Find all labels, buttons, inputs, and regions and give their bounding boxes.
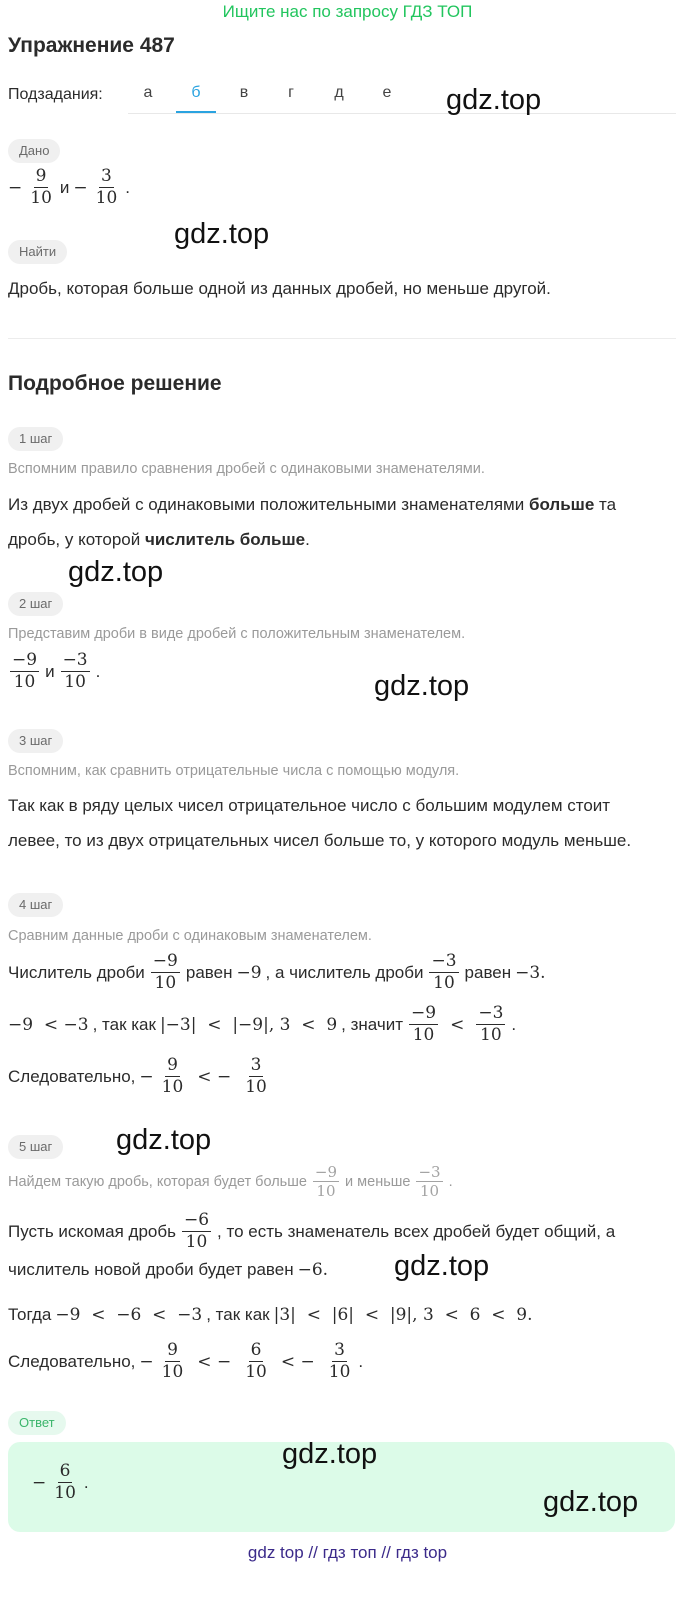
given-expression <box>8 166 130 209</box>
step-4-fraction-b: $\frac{-3}{10}$ <box>431 951 457 993</box>
tab-d[interactable]: д <box>334 84 344 101</box>
step-2-fraction-1: $\frac{-9}{10}$ <box>12 650 38 692</box>
footer-links[interactable]: gdz top // гдз топ // гдз top <box>247 1543 448 1562</box>
page-title: Упражнение 487 <box>8 34 175 57</box>
step-4-hint: Сравним данные дроби с одинаковым знаменателем. <box>8 928 372 944</box>
step-4-chip: 4 шаг <box>8 893 63 917</box>
watermark: gdz.top <box>174 218 270 250</box>
step-4-fraction-a: $\frac{-9}{10}$ <box>152 951 178 993</box>
step-4-line-3: Следовательно, − $\frac{9}{10}$ < − $\frac{3}{10}$ <box>8 1055 267 1097</box>
answer-expression: − $\frac{6}{10}$ . <box>32 1461 89 1503</box>
step-5-line-1: Пусть искомая дробь $\frac{-6}{10}$ , то есть знаменатель всех дробей будет общий, а <box>8 1210 616 1252</box>
step-5-hint-fraction-1: $\frac{-9}{10}$ <box>314 1163 338 1200</box>
step-5-fraction-x: $\frac{-6}{10}$ <box>183 1210 210 1252</box>
search-banner[interactable]: Ищите нас по запросу ГДЗ ТОП <box>222 2 473 21</box>
step-4-fraction-d: $\frac{-3}{10}$ <box>478 1003 504 1045</box>
step-1-chip: 1 шаг <box>8 427 63 451</box>
tab-b[interactable]: б <box>176 84 216 113</box>
watermark: gdz.top <box>543 1486 639 1518</box>
solution-title: Подробное решение <box>8 372 222 395</box>
step-5-fraction-b: $\frac{6}{10}$ <box>245 1340 267 1382</box>
step-4-fraction-e: $\frac{9}{10}$ <box>161 1055 184 1097</box>
step-2-hint: Представим дроби в виде дробей с положительным знаменателем. <box>8 626 466 642</box>
given-and: и <box>59 177 70 197</box>
given-fraction-1: $\frac{9}{10}$ <box>30 166 52 208</box>
watermark: gdz.top <box>446 84 542 116</box>
tabs-divider <box>128 113 676 114</box>
tab-e[interactable]: е <box>382 84 392 101</box>
given-neg-2: − <box>73 177 88 198</box>
step-2-expression <box>8 650 100 693</box>
step-3-hint: Вспомним, как сравнить отрицательные числа с помощью модуля. <box>8 763 460 779</box>
step-4-fraction-c: $\frac{-9}{10}$ <box>411 1003 437 1045</box>
step-2-fraction-2: $\frac{-3}{10}$ <box>62 650 88 692</box>
step-4-line-1: Числитель дроби $\frac{-9}{10}$ равен −9 , а числитель дроби $\frac{-3}{10}$ равен −3. <box>8 951 546 993</box>
step-5-hint-fraction-2: $\frac{-3}{10}$ <box>418 1163 441 1200</box>
watermark: gdz.top <box>116 1124 212 1156</box>
answer-fraction: $\frac{6}{10}$ <box>54 1461 76 1503</box>
answer-chip: Ответ <box>8 1411 66 1435</box>
section-divider <box>8 338 676 339</box>
tab-v[interactable]: в <box>239 84 249 101</box>
given-chip: Дано <box>8 139 60 163</box>
subtasks-label: Подзадания: <box>8 86 103 103</box>
step-2-dot: . <box>95 661 101 681</box>
step-1-line-2: дробь, у которой числитель больше. <box>8 530 310 549</box>
step-5-fraction-c: $\frac{3}{10}$ <box>328 1340 351 1382</box>
tab-g[interactable]: г <box>288 84 294 101</box>
step-5-chip: 5 шаг <box>8 1135 63 1159</box>
tab-a[interactable]: а <box>143 84 153 101</box>
watermark: gdz.top <box>282 1438 378 1470</box>
watermark: gdz.top <box>68 556 164 588</box>
given-fraction-2: $\frac{3}{10}$ <box>95 166 118 208</box>
step-5-hint: Найдем такую дробь, которая будет больше $\frac{-9}{10}$ и меньше $\frac{-3}{10}$ . <box>8 1163 453 1200</box>
step-5-line-3: Тогда −9 < −6 < −3 , так как |3| < |6| < |9|, 3 < 6 < 9. <box>8 1305 533 1325</box>
step-4-line-2: −9 < −3 , так как |−3| < |−9|, 3 < 9 , значит $\frac{-9}{10}$ < $\frac{-3}{10}$ . <box>8 1003 517 1045</box>
watermark: gdz.top <box>374 670 470 702</box>
find-chip: Найти <box>8 240 67 264</box>
step-2-and: и <box>45 661 55 681</box>
given-dot: . <box>125 177 131 197</box>
step-3-line-2: левее, то из двух отрицательных чисел больше то, у которого модуль меньше. <box>8 831 632 850</box>
step-2-chip: 2 шаг <box>8 592 63 616</box>
step-4-fraction-f: $\frac{3}{10}$ <box>245 1055 267 1097</box>
step-3-chip: 3 шаг <box>8 729 63 753</box>
step-3-line-1: Так как в ряду целых чисел отрицательное число с большим модулем стоит <box>8 796 611 815</box>
step-5-line-4: Следовательно, − $\frac{9}{10}$ < − $\frac{6}{10}$ < − $\frac{3}{10}$ . <box>8 1340 364 1382</box>
step-1-hint: Вспомним правило сравнения дробей с одинаковыми знаменателями. <box>8 461 485 477</box>
watermark: gdz.top <box>394 1250 490 1282</box>
find-text: Дробь, которая больше одной из данных дробей, но меньше другой. <box>8 279 551 298</box>
given-neg-1: − <box>8 177 23 198</box>
step-5-fraction-a: $\frac{9}{10}$ <box>161 1340 184 1382</box>
step-5-line-2: числитель новой дроби будет равен −6. <box>8 1260 329 1280</box>
step-1-line-1: Из двух дробей с одинаковыми положительными знаменателями больше та <box>8 495 617 514</box>
